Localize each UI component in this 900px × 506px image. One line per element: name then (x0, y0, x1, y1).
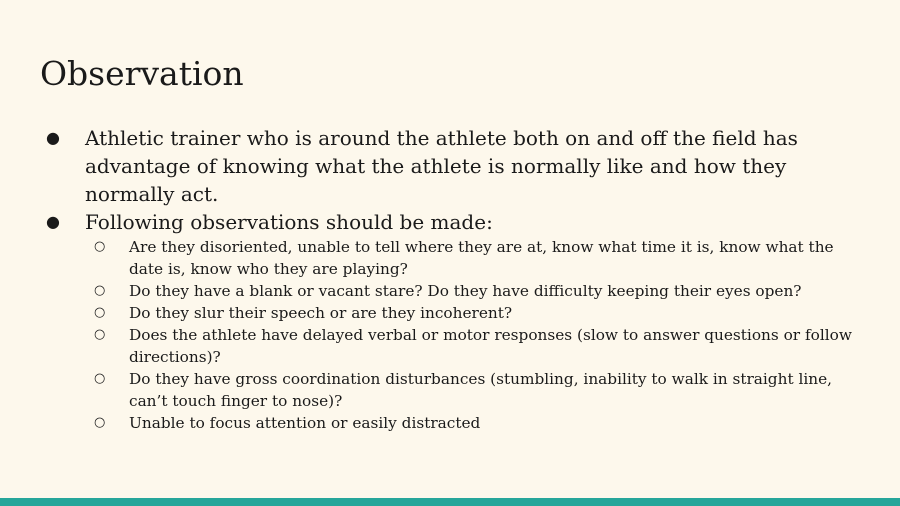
bullet-item-2 (42, 208, 862, 236)
sub-bullet-text: Do they slur their speech or are they incoherent? (129, 304, 513, 322)
sub-bullet-item-5 (42, 368, 862, 412)
sub-bullet-item-4 (42, 324, 862, 368)
bullet-text: Following observations should be made: (85, 210, 493, 234)
accent-bar (0, 498, 900, 506)
sub-bullet-text: Unable to focus attention or easily distracted (129, 414, 481, 432)
bullet-icon: ● (46, 212, 60, 231)
sub-bullet-icon: ○ (94, 239, 106, 254)
slide-content (42, 124, 862, 434)
sub-bullet-item-2 (42, 280, 862, 302)
sub-bullet-text: Does the athlete have delayed verbal or motor responses (slow to answer questions or follow directions)? (129, 326, 852, 366)
sub-bullet-icon: ○ (94, 327, 106, 342)
sub-bullet-text: Do they have a blank or vacant stare? Do they have difficulty keeping their eyes open? (129, 282, 802, 300)
sub-bullet-icon: ○ (94, 371, 106, 386)
bullet-icon: ● (46, 128, 60, 147)
sub-bullet-icon: ○ (94, 415, 106, 430)
bullet-text: Athletic trainer who is around the athlete both on and off the field has advantage of knowing what the athlete is normally like and how they normally act. (85, 126, 798, 206)
sub-bullet-list (42, 236, 862, 434)
sub-bullet-item-1 (42, 236, 862, 280)
sub-bullet-item-6 (42, 412, 862, 434)
sub-bullet-text: Do they have gross coordination disturbances (stumbling, inability to walk in straight line, can’t touch finger to nose)? (129, 370, 832, 410)
slide-title: Observation (40, 54, 244, 93)
sub-bullet-text: Are they disoriented, unable to tell where they are at, know what time it is, know what the date is, know who they are playing? (129, 238, 834, 278)
sub-bullet-icon: ○ (94, 305, 106, 320)
bullet-item-1 (42, 124, 862, 208)
sub-bullet-icon: ○ (94, 283, 106, 298)
sub-bullet-item-3 (42, 302, 862, 324)
